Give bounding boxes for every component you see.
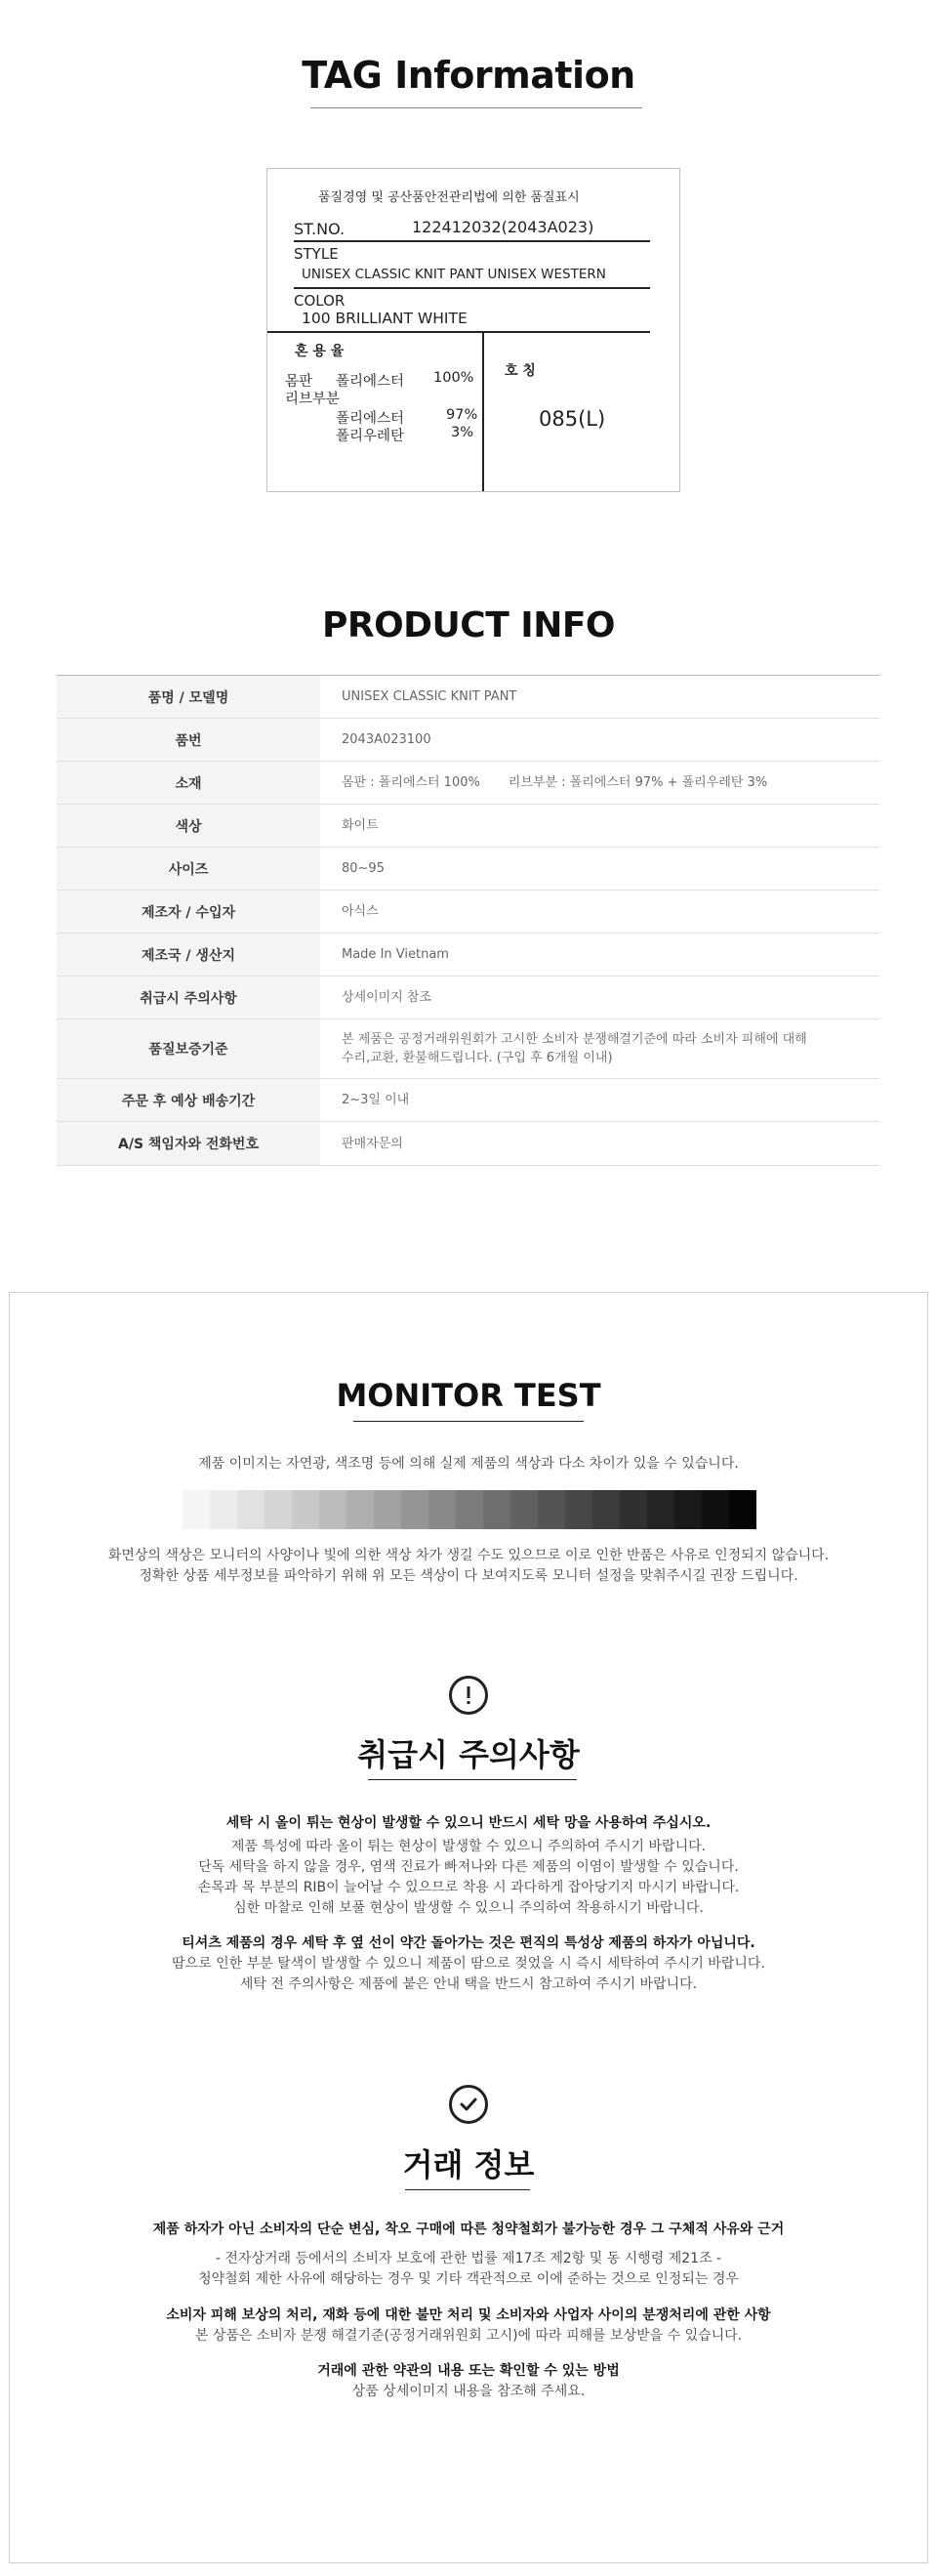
table-row	[57, 848, 880, 891]
tag-rib-material-1: 폴리에스터	[336, 411, 405, 427]
product-info-title: PRODUCT INFO	[321, 605, 616, 645]
row-key: 주문 후 예상 배송기간	[57, 1079, 320, 1121]
care-line: 손목과 목 부분의 RIB이 늘어날 수 있으므로 착용 시 과다하게 잡아당기지 마시기 바랍니다.	[197, 1880, 740, 1895]
care-line: 단독 세탁을 하지 않을 경우, 염색 진료가 빠져나와 다른 제품의 이염이 발생할 수 있습니다.	[198, 1859, 739, 1875]
tag-size-label: 호 칭	[505, 363, 536, 379]
deal-heading-3: 거래에 관한 약관의 내용 또는 확인할 수 있는 방법	[317, 2363, 620, 2379]
grayscale-swatch	[702, 1490, 729, 1529]
product-info-table	[57, 675, 880, 1166]
exclamation-icon	[449, 1676, 488, 1715]
tag-rib-label: 리브부분	[285, 392, 341, 407]
row-value: 아식스	[342, 904, 379, 919]
grayscale-swatch	[538, 1490, 565, 1529]
tag-size-value: 085(L)	[539, 407, 606, 431]
deal-title: 거래 정보	[402, 2146, 535, 2183]
row-key: 품명 / 모델명	[57, 676, 320, 718]
row-key: 제조자 / 수입자	[57, 891, 320, 933]
row-value: 2~3일 이내	[342, 1093, 410, 1107]
monitor-grayscale-strip	[183, 1490, 756, 1529]
tag-mix-label: 혼 용 율	[295, 344, 345, 359]
monitor-test-note-2: 정확한 상품 세부정보를 파악하기 위해 위 모든 색상이 다 보여지도록 모니터 설정을 맞춰주시길 권장 드립니다.	[139, 1568, 798, 1584]
tag-st-no-label: ST.NO.	[294, 220, 346, 238]
tag-divider	[267, 331, 650, 333]
table-row	[57, 762, 880, 805]
row-key: 사이즈	[57, 848, 320, 890]
grayscale-swatch	[647, 1490, 674, 1529]
deal-heading-2: 소비자 피해 보상의 처리, 재화 등에 대한 불만 처리 및 소비자와 사업자 사이의 분쟁처리에 관한 사항	[166, 2307, 771, 2323]
grayscale-swatch	[510, 1490, 538, 1529]
grayscale-swatch	[237, 1490, 265, 1529]
table-row	[57, 805, 880, 848]
grayscale-swatch	[292, 1490, 319, 1529]
care-line: 심한 마찰로 인해 보풀 현상이 발생할 수 있으니 주의하여 착용하시기 바랍니다.	[233, 1900, 704, 1916]
row-value: Made In Vietnam	[342, 947, 449, 962]
grayscale-swatch	[210, 1490, 237, 1529]
grayscale-swatch	[183, 1490, 210, 1529]
table-row	[57, 1122, 880, 1166]
grayscale-swatch	[565, 1490, 592, 1529]
monitor-test-intro: 제품 이미지는 자연광, 색조명 등에 의해 실제 제품의 색상과 다소 차이가 있을 수 있습니다.	[198, 1456, 739, 1472]
deal-heading-1: 제품 하자가 아닌 소비자의 단순 변심, 착오 구매에 따른 청약철회가 불가능한 경우 그 구체적 사유와 근거	[152, 2222, 785, 2237]
grayscale-swatch	[265, 1490, 292, 1529]
care-heading-1: 세탁 시 올이 튀는 현상이 발생할 수 있으니 반드시 세탁 망을 사용하여 주십시오.	[225, 1815, 712, 1831]
row-key: 품질보증기준	[57, 1019, 320, 1078]
table-row	[57, 891, 880, 934]
row-key: 제조국 / 생산지	[57, 934, 320, 976]
grayscale-swatch	[456, 1490, 483, 1529]
row-value: 몸판 : 폴리에스터 100% 리브부분 : 폴리에스터 97% + 폴리우레탄 3%	[342, 775, 768, 790]
care-line: 세탁 전 주의사항은 제품에 붙은 안내 택을 반드시 참고하여 주시기 바랍니다.	[239, 1976, 698, 1992]
tag-title-underline	[310, 107, 642, 108]
row-key: 취급시 주의사항	[57, 976, 320, 1018]
tag-style-label: STYLE	[294, 245, 339, 263]
row-value: 판매자문의	[342, 1136, 403, 1151]
grayscale-swatch	[428, 1490, 456, 1529]
row-value: 80~95	[342, 861, 385, 876]
grayscale-swatch	[401, 1490, 428, 1529]
grayscale-swatch	[374, 1490, 401, 1529]
tag-rib-material-2: 폴리우레탄	[336, 429, 405, 444]
tag-st-no-value: 122412032(2043A023)	[412, 218, 594, 236]
row-key: 색상	[57, 805, 320, 847]
tag-body-material: 폴리에스터	[336, 374, 405, 390]
monitor-test-note-1: 화면상의 색상은 모니터의 사양이나 빛에 의한 색상 차가 생길 수도 있으므로 이로 인한 반품은 사유로 인정되지 않습니다.	[107, 1548, 830, 1563]
monitor-test-title: MONITOR TEST	[336, 1377, 601, 1414]
tag-body-pct: 100%	[433, 370, 474, 386]
grayscale-swatch	[729, 1490, 756, 1529]
row-value: UNISEX CLASSIC KNIT PANT	[342, 689, 517, 704]
care-title: 취급시 주의사항	[357, 1736, 580, 1773]
deal-underline	[405, 2189, 530, 2190]
row-key: 품번	[57, 719, 320, 761]
deal-line: 청약철회 제한 사유에 해당하는 경우 및 기타 객관적으로 이에 준하는 것으로 인정되는 경우	[198, 2271, 739, 2287]
monitor-test-underline	[353, 1421, 584, 1422]
tag-section-title: TAG Information	[302, 54, 635, 97]
table-row	[57, 719, 880, 762]
care-underline	[368, 1779, 577, 1780]
grayscale-swatch	[483, 1490, 510, 1529]
tag-divider	[294, 240, 650, 242]
deal-line: 본 상품은 소비자 분쟁 해결기준(공정거래위원회 고시)에 따라 피해를 보상받을 수 있습니다.	[194, 2328, 743, 2344]
deal-line: 상품 상세이미지 내용을 참조해 주세요.	[351, 2384, 586, 2399]
tag-style-value: UNISEX CLASSIC KNIT PANT UNISEX WESTERN	[302, 267, 606, 282]
grayscale-swatch	[319, 1490, 346, 1529]
tag-header: 품질경영 및 공산품안전관리법에 의한 품질표시	[318, 190, 580, 205]
care-line: 제품 특성에 따라 올이 튀는 현상이 발생할 수 있으니 주의하여 주시기 바랍니다.	[230, 1839, 707, 1854]
tag-color-label: COLOR	[294, 292, 346, 310]
row-value: 본 제품은 공정거래위원회가 고시한 소비자 분쟁해결기준에 따라 소비자 피해에 대해 수리,교환, 환불해드립니다. (구입 후 6개월 이내)	[342, 1032, 807, 1065]
tag-label-image	[266, 168, 680, 492]
care-heading-2: 티셔츠 제품의 경우 세탁 후 옆 선이 약간 돌아가는 것은 편직의 특성상 제품의 하자가 아닙니다.	[182, 1935, 755, 1951]
tag-divider	[294, 287, 650, 289]
table-row	[57, 976, 880, 1019]
row-value: 상세이미지 참조	[342, 990, 432, 1005]
row-value: 화이트	[342, 818, 379, 833]
table-row	[57, 676, 880, 719]
row-key: 소재	[57, 762, 320, 804]
row-key: A/S 책임자와 전화번호	[57, 1122, 320, 1165]
deal-line: - 전자상거래 등에서의 소비자 보호에 관한 법률 제17조 제2항 및 동 시행령 제21조 -	[215, 2251, 722, 2266]
grayscale-swatch	[620, 1490, 647, 1529]
tag-rib-pct-1: 97%	[446, 407, 478, 423]
tag-body-label: 몸판	[285, 374, 313, 390]
grayscale-swatch	[346, 1490, 374, 1529]
tag-rib-pct-2: 3%	[451, 425, 474, 440]
table-row	[57, 1019, 880, 1079]
table-row	[57, 1079, 880, 1122]
tag-color-value: 100 BRILLIANT WHITE	[302, 310, 468, 327]
table-row	[57, 934, 880, 976]
row-value: 2043A023100	[342, 732, 431, 747]
grayscale-swatch	[592, 1490, 620, 1529]
care-line: 땀으로 인한 부분 탈색이 발생할 수 있으니 제품이 땀으로 젖었을 시 즉시 세탁하여 주시기 바랍니다.	[172, 1956, 765, 1972]
tag-column-divider	[482, 331, 484, 491]
grayscale-swatch	[674, 1490, 702, 1529]
checkmark-icon	[449, 2085, 488, 2124]
